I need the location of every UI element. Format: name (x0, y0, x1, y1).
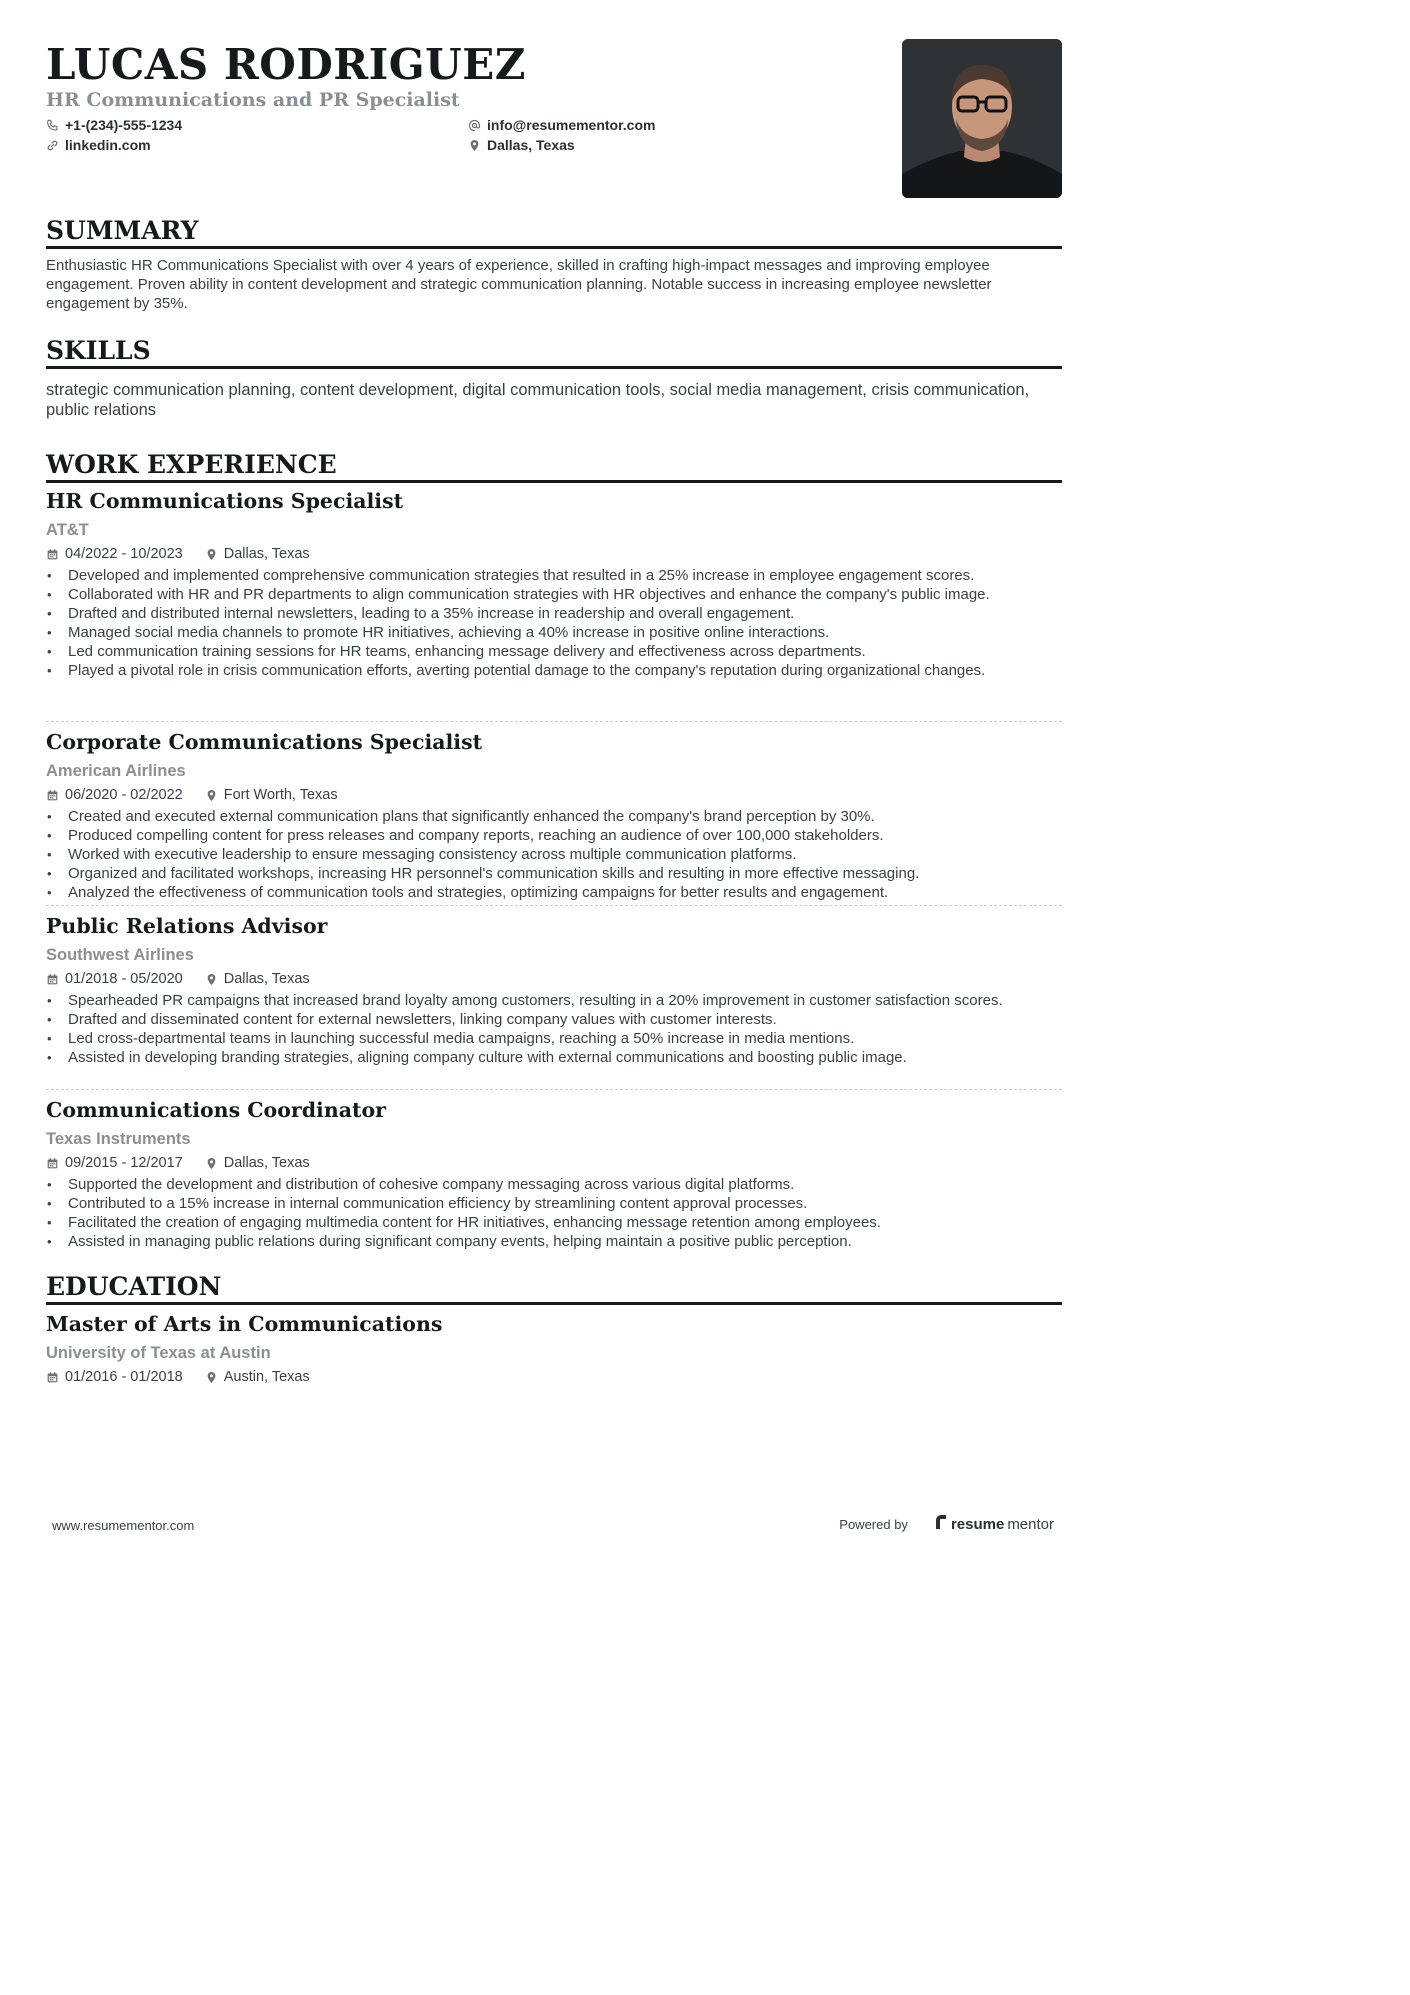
job-meta (46, 786, 1062, 804)
date-range (46, 1368, 183, 1386)
at-icon (468, 119, 481, 132)
summary-heading: SUMMARY (46, 216, 1062, 249)
calendar-icon (46, 548, 59, 561)
location-text: Dallas, Texas (223, 971, 310, 987)
bullet-item: • Worked with executive leadership to ensure messaging consistency across multiple communication platforms. (46, 845, 1053, 864)
company-name: Southwest Airlines (46, 946, 194, 964)
job-location (205, 786, 338, 804)
email-text[interactable]: info@resumementor.com (487, 117, 656, 133)
date-range (46, 786, 183, 804)
job-location (205, 1154, 310, 1172)
job-divider (46, 1089, 1062, 1090)
job-entry (46, 488, 1062, 680)
map-pin-icon (205, 973, 218, 986)
bullet-item: • Developed and implemented comprehensive communication strategies that resulted in a 25% increase in employee engagement scores. (46, 566, 1053, 585)
candidate-title: HR Communications and PR Specialist (46, 89, 460, 111)
resume-header (46, 38, 1062, 203)
resumementor-logo[interactable] (934, 1514, 1054, 1534)
education-location (205, 1368, 310, 1386)
brand-text-part1: resume (950, 1515, 1005, 1533)
calendar-icon (46, 973, 59, 986)
job-title: Communications Coordinator (46, 1098, 386, 1122)
skills-text: strategic communication planning, content development, digital communication tools, social media management, crisis communication, public relations (46, 381, 1030, 419)
calendar-icon (46, 1157, 59, 1170)
date-text: 06/2020 - 02/2022 (65, 787, 183, 803)
education-meta (46, 1368, 1062, 1386)
job-bullets (46, 991, 1062, 1067)
location-contact (468, 136, 575, 154)
linkedin-text[interactable]: linkedin.com (65, 137, 151, 153)
job-meta (46, 545, 1062, 563)
date-text: 01/2016 - 01/2018 (65, 1369, 183, 1385)
job-entry (46, 913, 1062, 1067)
company-name: AT&T (46, 521, 89, 539)
job-bullets (46, 1175, 1062, 1251)
job-divider (46, 721, 1062, 722)
link-icon (46, 139, 59, 152)
bullet-item: • Spearheaded PR campaigns that increased brand loyalty among customers, resulting in a 20% improvement in customer satisfaction scores. (46, 991, 1053, 1010)
location-text: Dallas, Texas (223, 1155, 310, 1171)
calendar-icon (46, 789, 59, 802)
job-meta (46, 970, 1062, 988)
bullet-item: • Assisted in managing public relations during significant company events, helping maintain a positive public perception. (46, 1232, 1053, 1251)
job-entry (46, 729, 1062, 902)
date-range (46, 970, 183, 988)
bullet-item: • Contributed to a 15% increase in internal communication efficiency by streamlining content approval processes. (46, 1194, 1053, 1213)
map-pin-icon (468, 139, 481, 152)
job-meta (46, 1154, 1062, 1172)
bullet-item: • Analyzed the effectiveness of communication tools and strategies, optimizing campaigns for better results and engagement. (46, 883, 1053, 902)
job-divider (46, 905, 1062, 906)
education-entry (46, 1311, 1062, 1386)
bullet-item: • Led cross-departmental teams in launching successful media campaigns, reaching a 50% increase in media mentions. (46, 1029, 1053, 1048)
bullet-item: • Collaborated with HR and PR departments to align communication strategies with HR objectives and enhance the company's public image. (46, 585, 1053, 604)
bullet-item: • Drafted and disseminated content for external newsletters, linking company values with customer interests. (46, 1010, 1053, 1029)
job-location (205, 970, 310, 988)
map-pin-icon (205, 1371, 218, 1384)
job-title: Public Relations Advisor (46, 914, 328, 938)
job-bullets (46, 566, 1062, 680)
linkedin-contact[interactable] (46, 136, 151, 154)
map-pin-icon (205, 548, 218, 561)
location-text: Fort Worth, Texas (223, 787, 338, 803)
location-text: Dallas, Texas (487, 137, 575, 153)
date-range (46, 1154, 183, 1172)
bullet-item: • Produced compelling content for press releases and company reports, reaching an audience of over 100,000 stakeholders. (46, 826, 1053, 845)
bullet-item: • Facilitated the creation of engaging multimedia content for HR initiatives, enhancing message retention among employees. (46, 1213, 1053, 1232)
job-entry (46, 1097, 1062, 1251)
bullet-item: • Created and executed external communication plans that significantly enhanced the company's brand perception by 30%. (46, 807, 1053, 826)
bullet-item: • Managed social media channels to promote HR initiatives, achieving a 40% increase in positive online interactions. (46, 623, 1053, 642)
school-name: University of Texas at Austin (46, 1344, 271, 1362)
calendar-icon (46, 1371, 59, 1384)
summary-text: Enthusiastic HR Communications Specialist with over 4 years of experience, skilled in crafting high-impact messages and improving employee engagement. Proven ability in content development and strategic communication planning. Notable success in increasing employee newsletter engagement by 35%. (46, 257, 992, 312)
job-title: HR Communications Specialist (46, 489, 404, 513)
resume-page (46, 0, 1062, 1552)
map-pin-icon (205, 789, 218, 802)
brand-text-part2: mentor (1007, 1515, 1054, 1533)
location-text: Austin, Texas (223, 1369, 310, 1385)
phone-text: +1-(234)-555-1234 (65, 117, 183, 133)
job-title: Corporate Communications Specialist (46, 730, 483, 754)
bullet-item: • Led communication training sessions for HR teams, enhancing message delivery and effectiveness across departments. (46, 642, 1053, 661)
candidate-name: LUCAS RODRIGUEZ (46, 40, 526, 89)
education-heading: EDUCATION (46, 1272, 1062, 1305)
bullet-item: • Drafted and distributed internal newsletters, leading to a 35% increase in readership and overall engagement. (46, 604, 1053, 623)
footer-branding (839, 1514, 1054, 1534)
work-experience-heading: WORK EXPERIENCE (46, 450, 1062, 483)
map-pin-icon (205, 1157, 218, 1170)
phone-icon (46, 119, 59, 132)
email-contact[interactable] (468, 116, 655, 134)
bullet-item: • Organized and facilitated workshops, increasing HR personnel's communication skills and resulting in more effective messaging. (46, 864, 1053, 883)
date-text: 09/2015 - 12/2017 (65, 1155, 183, 1171)
location-text: Dallas, Texas (223, 546, 310, 562)
job-bullets (46, 807, 1062, 902)
footer-website[interactable]: www.resumementor.com (52, 1518, 195, 1533)
date-text: 04/2022 - 10/2023 (65, 546, 183, 562)
profile-photo (902, 39, 1062, 198)
date-text: 01/2018 - 05/2020 (65, 971, 183, 987)
phone-contact (46, 116, 182, 134)
bullet-item: • Played a pivotal role in crisis communication efforts, averting potential damage to the company's reputation during organizational changes. (46, 661, 1053, 680)
job-location (205, 545, 310, 563)
date-range (46, 545, 183, 563)
company-name: American Airlines (46, 762, 186, 780)
bullet-item: • Supported the development and distribution of cohesive company messaging across various digital platforms. (46, 1175, 1053, 1194)
company-name: Texas Instruments (46, 1130, 191, 1148)
powered-by-text: Powered by (839, 1516, 908, 1532)
degree-title: Master of Arts in Communications (46, 1312, 443, 1336)
logo-mark-icon (934, 1514, 948, 1534)
skills-heading: SKILLS (46, 336, 1062, 369)
bullet-item: • Assisted in developing branding strategies, aligning company culture with external communications and boosting public image. (46, 1048, 1053, 1067)
